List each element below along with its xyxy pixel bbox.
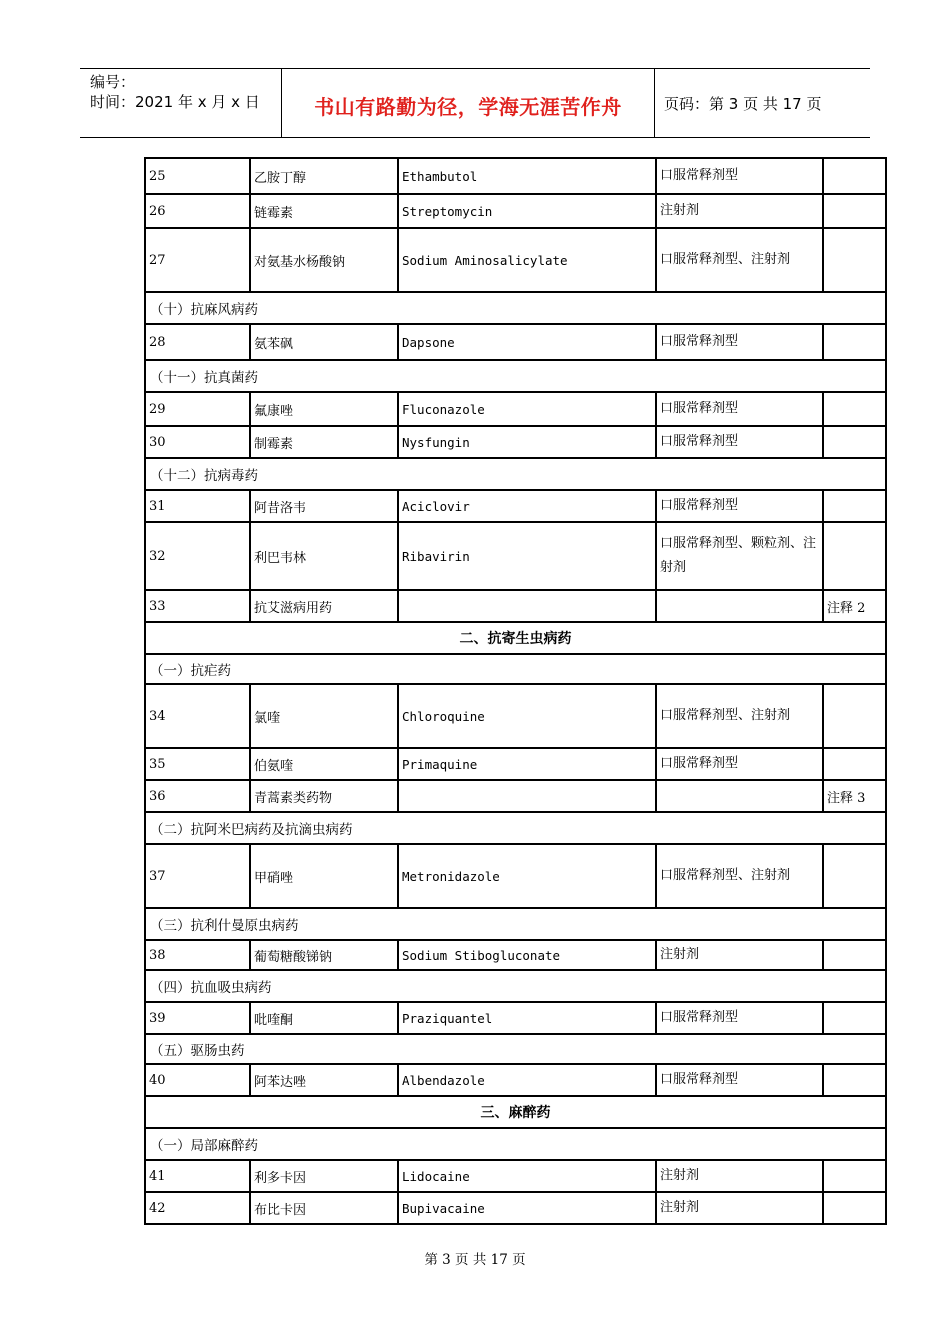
row-number: 36 — [149, 788, 166, 804]
dosage-form: 注射剂 — [655, 195, 822, 227]
table-row — [146, 591, 885, 623]
row-number: 40 — [149, 1072, 166, 1088]
subcategory-label: （十）抗麻风病药 — [150, 302, 258, 318]
table-row — [146, 1193, 885, 1223]
drug-name-cn: 利多卡因 — [249, 1161, 397, 1191]
row-number: 41 — [149, 1168, 166, 1184]
drug-name-en — [397, 591, 655, 621]
subcategory-label: （十二）抗病毒药 — [150, 468, 258, 484]
drug-name-cn: 布比卡因 — [249, 1193, 397, 1223]
drug-name-cn: 吡喹酮 — [249, 1003, 397, 1033]
table-row — [146, 1065, 885, 1097]
category-heading: 二、抗寄生虫病药 — [459, 631, 572, 647]
table-row — [146, 229, 885, 293]
drug-name-en: Sodium Aminosalicylate — [397, 229, 655, 291]
drug-name-en: Primaquine — [397, 749, 655, 779]
row-number: 42 — [149, 1200, 166, 1216]
row-number: 27 — [149, 252, 166, 268]
drug-name-en: Albendazole — [397, 1065, 655, 1095]
table-row — [146, 427, 885, 459]
row-number: 29 — [149, 401, 166, 417]
dosage-form: 口服常释剂型、注射剂 — [655, 229, 822, 291]
header-page-label: 页码：第 3 页 共 17 页 — [664, 95, 822, 113]
page-footer: 第 3 页 共 17 页 — [424, 1252, 526, 1268]
dosage-form — [655, 591, 822, 621]
subcategory-row — [146, 909, 885, 941]
drug-name-en: Ethambutol — [397, 159, 655, 193]
note-cell — [822, 1003, 885, 1033]
dosage-form: 口服常释剂型、注射剂 — [655, 685, 822, 747]
dosage-form: 口服常释剂型 — [655, 1065, 822, 1095]
table-row — [146, 749, 885, 781]
row-number: 32 — [149, 548, 166, 564]
subcategory-label: （四）抗血吸虫病药 — [150, 980, 272, 996]
note-cell — [822, 195, 885, 227]
row-number: 38 — [149, 947, 166, 963]
drug-name-cn: 制霉素 — [249, 427, 397, 457]
row-number: 33 — [149, 598, 166, 614]
drug-name-en: Ribavirin — [397, 523, 655, 589]
row-number: 25 — [149, 168, 166, 184]
dosage-form: 口服常释剂型 — [655, 159, 822, 193]
table-row — [146, 941, 885, 971]
dosage-form: 注射剂 — [655, 1161, 822, 1191]
dosage-form: 口服常释剂型 — [655, 1003, 822, 1033]
drug-name-cn: 青蒿素类药物 — [249, 781, 397, 811]
header-divider — [654, 69, 655, 137]
subcategory-row — [146, 971, 885, 1003]
category-heading-row — [146, 1097, 885, 1129]
drug-name-en — [397, 781, 655, 811]
note-cell — [822, 325, 885, 359]
drug-name-en: Dapsone — [397, 325, 655, 359]
subcategory-row — [146, 459, 885, 491]
note-cell — [822, 941, 885, 969]
drug-name-en: Nysfungin — [397, 427, 655, 457]
note-cell: 注释 3 — [822, 781, 885, 811]
subcategory-row — [146, 1129, 885, 1161]
row-number: 31 — [149, 498, 166, 514]
dosage-form: 口服常释剂型、颗粒剂、注射剂 — [655, 523, 822, 589]
table-row — [146, 1003, 885, 1035]
row-number: 34 — [149, 708, 166, 724]
dosage-form: 口服常释剂型 — [655, 427, 822, 457]
subcategory-label: （三）抗利什曼原虫病药 — [150, 918, 299, 934]
subcategory-row — [146, 813, 885, 845]
drug-name-cn: 对氨基水杨酸钠 — [249, 229, 397, 291]
note-cell — [822, 427, 885, 457]
note-cell — [822, 159, 885, 193]
drug-name-en: Bupivacaine — [397, 1193, 655, 1223]
table-row — [146, 195, 885, 229]
row-number: 26 — [149, 203, 166, 219]
table-row — [146, 159, 885, 195]
drug-name-en: Praziquantel — [397, 1003, 655, 1033]
drug-name-en: Aciclovir — [397, 491, 655, 521]
drug-name-en: Streptomycin — [397, 195, 655, 227]
subcategory-row — [146, 655, 885, 685]
page-header — [80, 68, 870, 138]
note-cell — [822, 1065, 885, 1095]
drug-name-cn: 阿苯达唑 — [249, 1065, 397, 1095]
note-cell — [822, 229, 885, 291]
note-cell: 注释 2 — [822, 591, 885, 621]
dosage-form: 口服常释剂型 — [655, 491, 822, 521]
dosage-form: 口服常释剂型 — [655, 325, 822, 359]
row-number: 39 — [149, 1010, 166, 1026]
row-number: 30 — [149, 434, 166, 450]
table-row — [146, 491, 885, 523]
note-cell — [822, 393, 885, 425]
table-row — [146, 325, 885, 361]
table-row — [146, 393, 885, 427]
row-number: 35 — [149, 756, 166, 772]
drug-name-cn: 伯氨喹 — [249, 749, 397, 779]
category-heading-row — [146, 623, 885, 655]
drug-name-cn: 葡萄糖酸锑钠 — [249, 941, 397, 969]
drug-name-en: Lidocaine — [397, 1161, 655, 1191]
subcategory-label: （五）驱肠虫药 — [150, 1043, 245, 1059]
header-meta — [90, 72, 260, 112]
drug-name-cn: 抗艾滋病用药 — [249, 591, 397, 621]
drug-name-cn: 氟康唑 — [249, 393, 397, 425]
subcategory-row — [146, 293, 885, 325]
dosage-form: 注射剂 — [655, 941, 822, 969]
note-cell — [822, 845, 885, 907]
note-cell — [822, 491, 885, 521]
note-cell — [822, 749, 885, 779]
drug-name-en: Metronidazole — [397, 845, 655, 907]
table-row — [146, 685, 885, 749]
drug-name-cn: 利巴韦林 — [249, 523, 397, 589]
drug-name-en: Sodium Stibogluconate — [397, 941, 655, 969]
table-row — [146, 781, 885, 813]
note-cell — [822, 685, 885, 747]
subcategory-label: （二）抗阿米巴病药及抗滴虫病药 — [150, 822, 353, 838]
serial-label: 编号： — [90, 73, 136, 91]
note-cell — [822, 1161, 885, 1191]
subcategory-row — [146, 1035, 885, 1065]
dosage-form: 口服常释剂型 — [655, 393, 822, 425]
drug-name-cn: 甲硝唑 — [249, 845, 397, 907]
dosage-form — [655, 781, 822, 811]
table-row — [146, 523, 885, 591]
dosage-form: 口服常释剂型 — [655, 749, 822, 779]
drug-name-en: Fluconazole — [397, 393, 655, 425]
table-row — [146, 1161, 885, 1193]
drug-name-cn: 氨苯砜 — [249, 325, 397, 359]
drug-name-cn: 链霉素 — [249, 195, 397, 227]
note-cell — [822, 523, 885, 589]
dosage-form: 口服常释剂型、注射剂 — [655, 845, 822, 907]
category-heading: 三、麻醉药 — [480, 1105, 551, 1121]
subcategory-row — [146, 361, 885, 393]
time-label: 时间：2021 年 x 月 x 日 — [90, 93, 260, 111]
drug-name-cn: 阿昔洛韦 — [249, 491, 397, 521]
row-number: 37 — [149, 868, 166, 884]
drug-name-cn: 乙胺丁醇 — [249, 159, 397, 193]
subcategory-label: （十一）抗真菌药 — [150, 370, 258, 386]
subcategory-label: （一）抗疟药 — [150, 663, 231, 679]
header-motto: 书山有路勤为径，学海无涯苦作舟 — [314, 95, 622, 119]
drug-table — [144, 157, 887, 1225]
table-row — [146, 845, 885, 909]
subcategory-label: （一）局部麻醉药 — [150, 1138, 258, 1154]
row-number: 28 — [149, 334, 166, 350]
note-cell — [822, 1193, 885, 1223]
drug-name-cn: 氯喹 — [249, 685, 397, 747]
drug-name-en: Chloroquine — [397, 685, 655, 747]
dosage-form: 注射剂 — [655, 1193, 822, 1223]
